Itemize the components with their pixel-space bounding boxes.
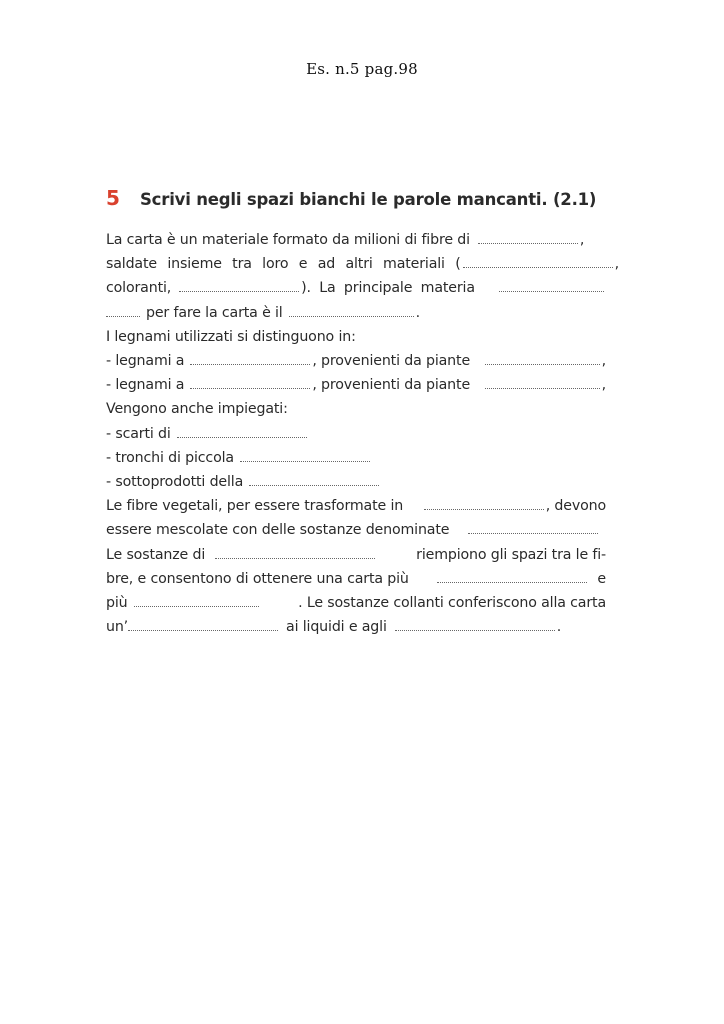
text-line <box>106 301 606 325</box>
text-line <box>106 252 619 276</box>
text-line <box>106 591 606 615</box>
text-line <box>106 518 606 542</box>
text-fragment: , <box>601 377 606 394</box>
text-line <box>106 446 606 470</box>
text-fragment: La carta è un materiale formato da milioni di fibre di <box>106 232 470 248</box>
text-line <box>106 470 606 494</box>
blank-field[interactable] <box>395 629 555 631</box>
text-fragment: . <box>556 619 562 636</box>
text-fragment: - legnami a <box>106 353 185 370</box>
text-fragment: I legnami utilizzati si distinguono in: <box>106 328 356 345</box>
text-fragment: Le sostanze di <box>106 546 206 563</box>
text-fragment: riempiono gli spazi tra le fi- <box>416 546 606 563</box>
text-fragment: ai liquidi e agli <box>286 619 387 636</box>
blank-field[interactable] <box>485 387 600 389</box>
text-fragment: un’ <box>106 619 129 636</box>
text-fragment: Le fibre vegetali, per essere trasformate in <box>106 498 404 515</box>
text-fragment: essere mescolate con delle sostanze denominate <box>106 522 450 539</box>
blank-field[interactable] <box>134 605 259 607</box>
text-line <box>106 325 606 349</box>
blank-field[interactable] <box>289 315 414 317</box>
text-fragment: , <box>614 256 619 273</box>
text-fragment: . <box>415 304 420 321</box>
blank-field[interactable] <box>128 629 278 631</box>
blank-field[interactable] <box>424 508 544 510</box>
text-line <box>106 397 606 421</box>
blank-field[interactable] <box>190 363 310 365</box>
text-fragment: - sottoprodotti della <box>106 474 244 491</box>
text-fragment: coloranti, <box>106 280 172 297</box>
blank-field[interactable] <box>468 532 598 534</box>
text-fragment: , <box>579 232 585 248</box>
blank-field[interactable] <box>190 387 310 389</box>
blank-field[interactable] <box>240 460 370 462</box>
text-fragment: bre, e consentono di ottenere una carta più <box>106 570 409 587</box>
text-fragment: , provenienti da piante <box>312 353 471 370</box>
blank-field[interactable] <box>249 484 379 486</box>
text-fragment: per fare la carta è il <box>146 304 283 321</box>
text-line <box>106 615 606 639</box>
text-line <box>106 494 606 518</box>
text-line <box>106 373 606 397</box>
exercise-header <box>106 186 606 214</box>
exercise-number: 5 <box>106 186 120 210</box>
blank-field[interactable] <box>463 266 613 268</box>
blank-field[interactable] <box>478 242 578 244</box>
text-fragment: , provenienti da piante <box>312 377 471 394</box>
blank-field[interactable] <box>215 557 375 559</box>
text-fragment: più <box>106 595 128 612</box>
text-line <box>106 567 606 591</box>
text-fragment: Vengono anche impiegati: <box>106 401 288 418</box>
blank-field[interactable] <box>177 436 307 438</box>
text-fragment: saldate insieme tra loro e ad altri materiali ( <box>106 256 461 273</box>
text-fragment: - legnami a <box>106 377 185 394</box>
text-fragment: ). La principale materia <box>301 280 475 297</box>
text-line <box>106 349 606 373</box>
blank-field[interactable] <box>485 363 600 365</box>
exercise-title: Scrivi negli spazi bianchi le parole mancanti. (2.1) <box>140 190 597 209</box>
page-caption: Es. n.5 pag.98 <box>306 60 418 78</box>
text-line <box>106 276 606 300</box>
text-fragment: - tronchi di piccola <box>106 449 234 466</box>
text-fragment: , <box>601 353 606 370</box>
text-line <box>106 228 606 252</box>
text-line <box>106 422 606 446</box>
blank-field[interactable] <box>179 290 299 292</box>
blank-field[interactable] <box>106 315 140 317</box>
blank-field[interactable] <box>499 290 604 292</box>
text-line <box>106 543 606 567</box>
exercise-5 <box>106 186 619 639</box>
text-fragment: , devono <box>545 498 606 515</box>
text-fragment: . Le sostanze collanti conferiscono alla carta <box>298 595 606 612</box>
text-fragment: - scarti di <box>106 425 171 442</box>
blank-field[interactable] <box>437 581 587 583</box>
exercise-text <box>106 228 619 639</box>
text-fragment: e <box>597 570 606 587</box>
